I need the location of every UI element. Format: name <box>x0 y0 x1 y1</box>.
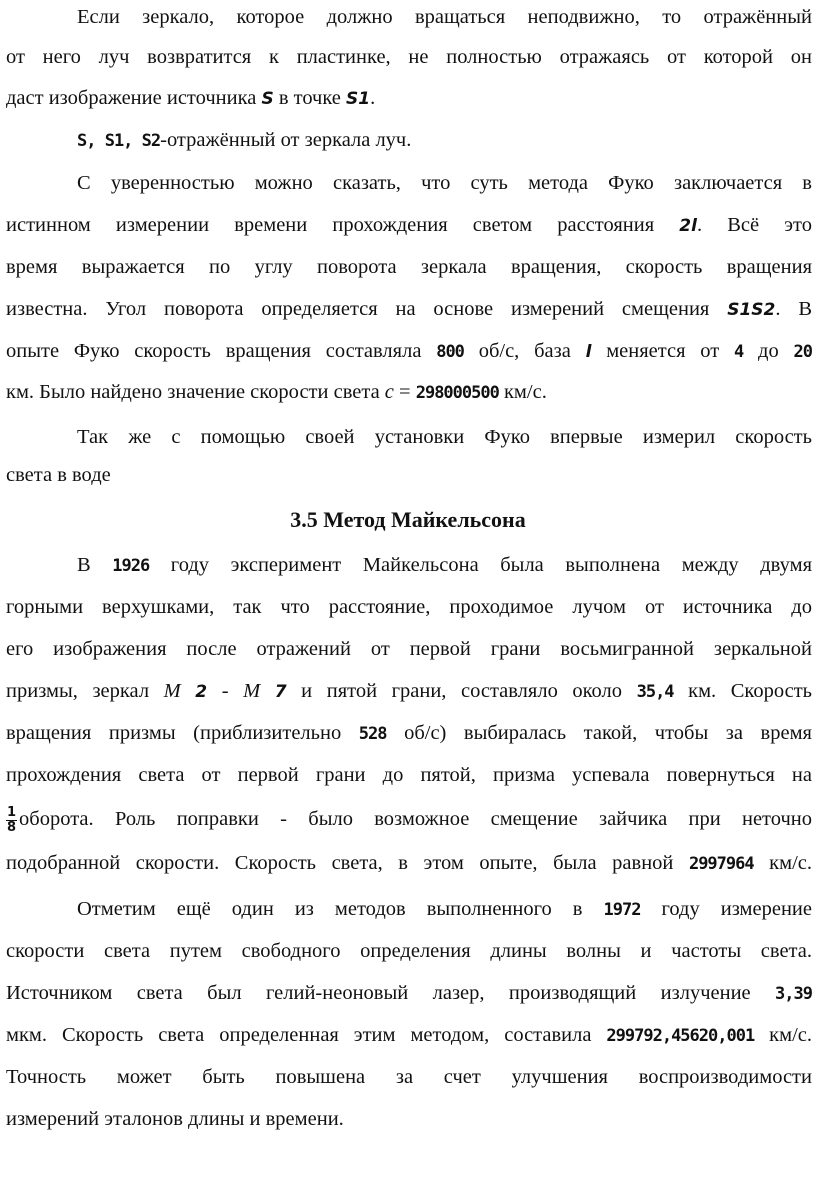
text-line: его изображения после отражений от первой грани восьмигранной зеркальной <box>6 638 812 660</box>
text-line: вращения призмы (приблизительно 528 об/с) выбиралась такой, чтобы за время <box>6 722 812 744</box>
text-line: Отметим ещё один из методов выполненного в 1972 году измерение <box>77 898 812 920</box>
text-line: подобранной скорости. Скорость света, в этом опыте, была равной 2997964 км/с. <box>6 852 813 874</box>
text-line: даст изображение источника S в точке S1. <box>6 87 376 109</box>
text-line: С уверенностью можно сказать, что суть метода Фуко заключается в <box>77 172 812 194</box>
text-line: время выражается по углу поворота зеркала вращения, скорость вращения <box>6 256 812 278</box>
text-line: км. Было найдено значение скорости света c = 298000500 км/с. <box>6 381 547 403</box>
text-line: скорости света путем свободного определения длины волны и частоты света. <box>6 940 812 962</box>
text-line: измерений эталонов длины и времени. <box>6 1108 344 1130</box>
text-line: от него луч возвратится к пластинке, не полностью отражаясь от которой он <box>6 46 812 68</box>
text-line: Так же с помощью своей установки Фуко впервые измерил скорость <box>77 426 812 448</box>
text-line: Источником света был гелий-неоновый лазер, производящий излучение 3,39 <box>6 982 812 1004</box>
text-line: опыте Фуко скорость вращения составляла 800 об/с, база l меняется от 4 до 20 <box>6 340 812 362</box>
text-line: $\frac{1}{8}$ оборота. Роль поправки - было возможное смещение зайчика при неточно <box>7 805 812 835</box>
text-line: Если зеркало, которое должно вращаться неподвижно, то отражённый <box>77 6 812 28</box>
text-line: света в воде <box>6 464 111 486</box>
text-line: прохождения света от первой грани до пятой, призма успевала повернуться на <box>6 764 812 786</box>
text-line: призмы, зеркал M 2 - M 7 и пятой грани, составляло около 35,4 км. Скорость <box>6 680 813 702</box>
section-heading: 3.5 Метод Майкельсона <box>290 507 526 532</box>
text-line: Точность может быть повышена за счет улучшения воспроизводимости <box>6 1066 812 1088</box>
text-line: В 1926 году эксперимент Майкельсона была выполнена между двумя <box>77 554 812 576</box>
text-line: S, S1, S2-отражённый от зеркала луч. <box>77 129 412 151</box>
text-line: мкм. Скорость света определенная этим методом, составила 299792,45620,001 км/с. <box>6 1024 812 1046</box>
text-line: известна. Угол поворота определяется на основе измерений смещения S1S2. В <box>6 298 812 320</box>
text-line: горными верхушками, так что расстояние, проходимое лучом от источника до <box>6 596 812 618</box>
fraction: $\frac{1}{8}$ <box>7 805 17 835</box>
text-line: истинном измерении времени прохождения светом расстояния 2l. Всё это <box>6 214 812 236</box>
